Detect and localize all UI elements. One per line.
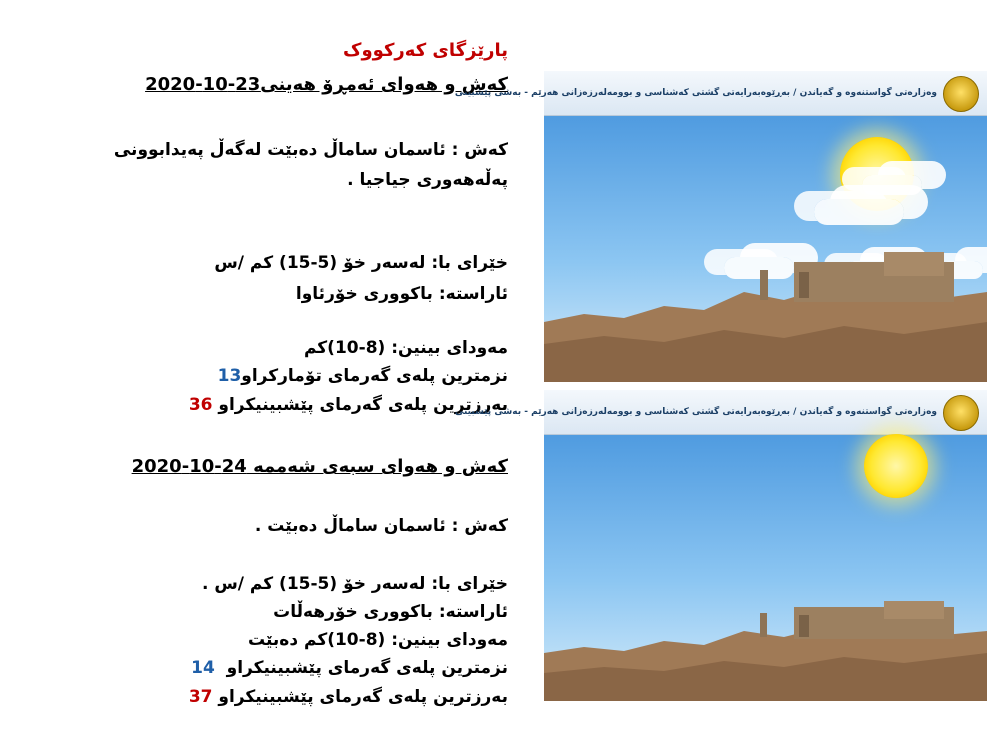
day2-min-temp-label: نزمترین پلەی گەرمای پێشبینیکراو	[226, 658, 508, 678]
day2-max-temp-label: بەرزترین پلەی گەرمای پێشبینیکراو	[218, 687, 508, 707]
day1-wind-direction: ئاراستە: باکووری خۆرئاوا	[295, 284, 508, 304]
sun-icon	[864, 434, 928, 498]
day1-heading: کەش و هەوای ئەمڕۆ هەینی23-10-2020	[145, 74, 508, 95]
day1-condition: کەش : ئاسمان ساماڵ دەبێت لەگەڵ پەیدابوونی پەڵەهەوری جیاجیا .	[113, 140, 508, 190]
ministry-emblem-icon	[943, 395, 979, 431]
image-header-text: وەزارەتی گواستنەوە و گەیاندن / بەڕێوەبەرایەتی گشتی کەشناسی و بوومەلەرزەزانی هەرێم - بەشی پێشبینی	[454, 88, 937, 98]
day2-condition: کەش : ئاسمان ساماڵ دەبێت .	[254, 516, 508, 536]
today-weather-image	[454, 71, 987, 382]
day1-max-temp-value: 36	[188, 395, 213, 415]
citadel-landscape	[544, 252, 987, 382]
image-header-text: وەزارەتی گواستنەوە و گەیاندن / بەڕێوەبەرایەتی گشتی کەشناسی و بوومەلەرزەزانی هەرێم - بەشی پێشبینی	[454, 407, 937, 417]
province-title: پارێزگای کەرکووک	[343, 40, 508, 61]
day2-min-temp-value: 14	[191, 658, 215, 678]
day1-wind-speed: خێرای با: لەسەر خۆ (5-15) کم /س	[214, 253, 508, 273]
citadel-landscape	[544, 601, 987, 701]
tomorrow-weather-image	[454, 390, 987, 701]
image-header-bar	[454, 71, 987, 116]
day2-wind-speed: خێرای با: لەسەر خۆ (5-15) کم /س .	[201, 574, 508, 594]
day2-max-temp	[189, 687, 508, 707]
day2-visibility: مەودای بینین: (8-10)کم دەبێت	[247, 630, 508, 650]
day1-visibility: مەودای بینین: (8-10)کم	[303, 338, 508, 358]
image-header-bar	[454, 390, 987, 435]
day1-min-temp-value: 13	[217, 366, 242, 386]
day2-min-temp	[191, 658, 508, 678]
cloud-icon	[862, 175, 922, 195]
day2-max-temp-value: 37	[188, 687, 213, 707]
day1-min-temp-label: نزمترین پلەی گەرمای تۆمارکراو	[241, 366, 508, 386]
cloud-icon	[814, 199, 904, 225]
day2-wind-direction: ئاراستە: باکووری خۆرهەڵات	[273, 602, 508, 622]
day1-max-temp-label: بەرزترین پلەی گەرمای پێشبینیکراو	[218, 395, 508, 415]
ministry-emblem-icon	[943, 76, 979, 112]
day2-heading: کەش و هەوای سبەی شەممە 24-10-2020	[131, 456, 508, 477]
day1-min-temp	[218, 366, 508, 386]
